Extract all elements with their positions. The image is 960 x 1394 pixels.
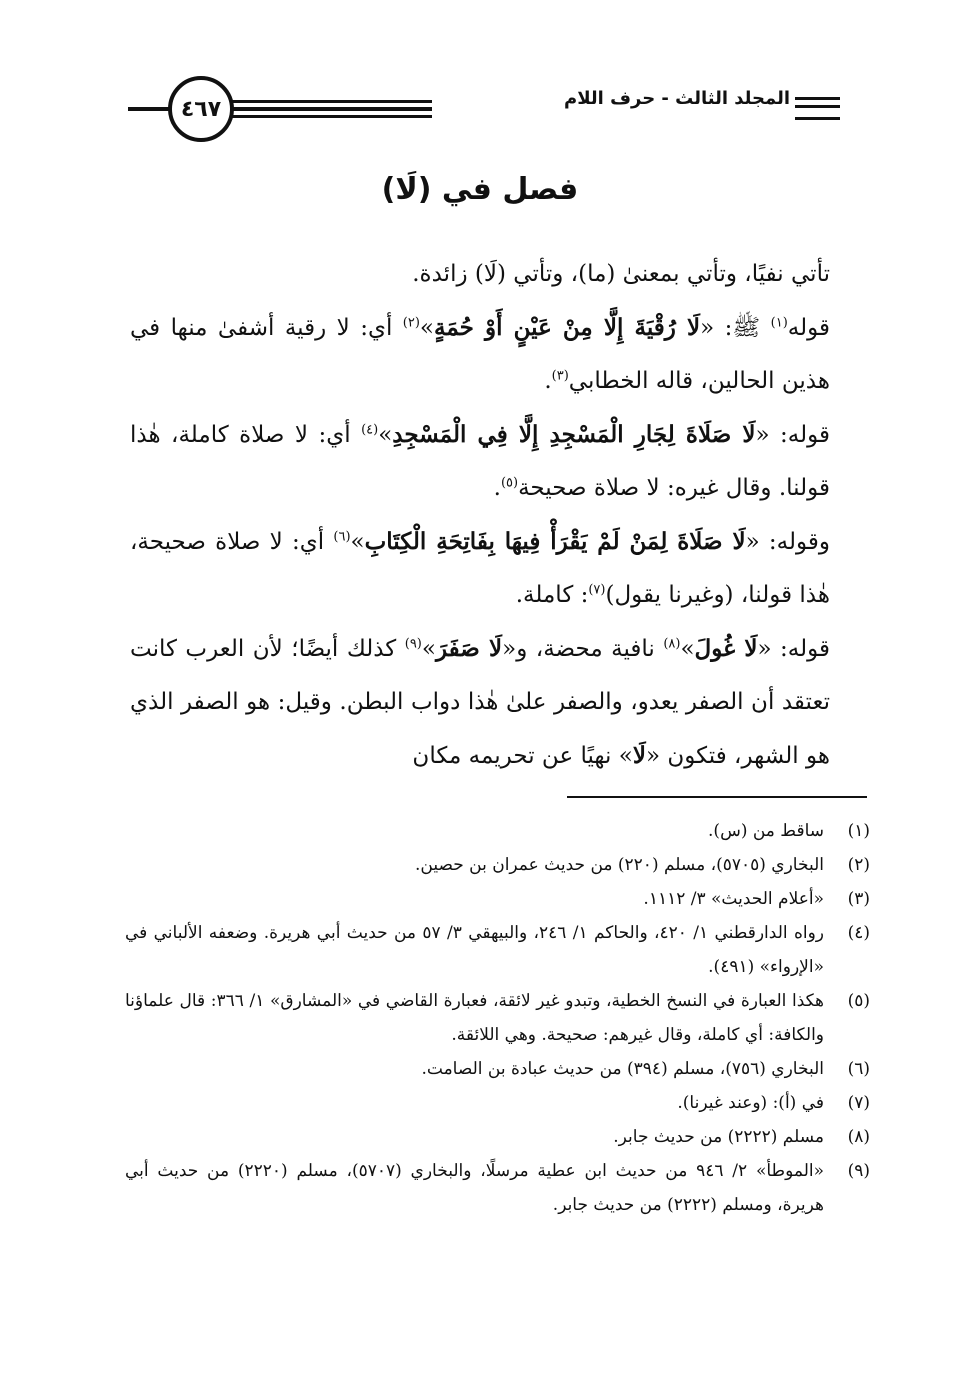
paragraph: [130, 301, 830, 408]
paragraph: [130, 515, 830, 622]
header-rule: [795, 105, 840, 108]
footnote-ref: (٤): [361, 422, 379, 438]
footnote-text: «أعلام الحديث» ٣/ ١١١٢.: [643, 889, 824, 909]
footnote: [125, 1052, 870, 1086]
text-run: .: [493, 475, 501, 501]
footnote-ref: (٣): [551, 368, 569, 384]
paragraph: تأتي نفيًا، وتأتي بمعنىٰ (ما)، وتأتي (لَا) زائدة.: [412, 261, 830, 287]
text-run: أي: لا صلاة كاملة، هٰذا قولنا. وقال غيره: لا صلاة صحيحة: [130, 422, 830, 501]
footnote: [125, 984, 870, 1052]
footnote-text: هكذا العبارة في النسخ الخطية، وتبدو غير لائقة، فعبارة القاضي في «المشارق» ١/ ٣٦٦: قال علماؤنا والكافة: أي كاملة، وقال غيرهم: صحيحة. وهي اللائقة.: [125, 991, 825, 1045]
footnote: [125, 882, 870, 916]
footnote-text: رواه الدارقطني ١/ ٤٢٠، والحاكم ١/ ٢٤٦، والبيهقي ٣/ ٥٧ من حديث أبي هريرة. وضعفه الألباني في «الإرواء» (٤٩١).: [125, 923, 824, 977]
footnote: [125, 1154, 870, 1222]
footnote-number: (١): [847, 821, 870, 841]
footnote-ref: (٦): [333, 529, 351, 545]
text-run: .: [544, 368, 552, 394]
running-header: [120, 70, 880, 146]
footnotes: [125, 814, 870, 1222]
footnote-number: (٩): [847, 1161, 870, 1181]
text-run: »: [350, 529, 365, 555]
footnote-text: في (أ): (وعند غيرنا).: [677, 1093, 824, 1113]
text-run: قوله: «: [755, 422, 830, 448]
header-rule: [232, 115, 432, 118]
footnote-ref: (٨): [663, 636, 681, 652]
header-rule: [232, 107, 432, 111]
text-run: نافية محضة، و«: [502, 636, 664, 662]
footnote-number: (٥): [847, 991, 870, 1011]
footnote-number: (٣): [847, 889, 870, 909]
page-number: ٤٦٧: [168, 76, 234, 142]
footnote: [125, 916, 870, 984]
footnote-number: (٦): [847, 1059, 870, 1079]
footnote-text: البخاري (٧٥٦)، مسلم (٣٩٤) من حديث عبادة بن الصامت.: [421, 1059, 824, 1079]
text-run: »: [421, 636, 436, 662]
paragraph: [130, 622, 830, 783]
footnote-ref: (٧): [588, 582, 606, 598]
footnote-number: (٢): [847, 855, 870, 875]
text-run: »: [378, 422, 393, 448]
footnote-number: (٤): [847, 923, 870, 943]
footnote-text: مسلم (٢٢٢٢) من حديث جابر.: [613, 1127, 824, 1147]
text-run: وقوله: «: [745, 529, 830, 555]
footnote-number: (٧): [847, 1093, 870, 1113]
running-title: المجلد الثالث - حرف اللام: [564, 88, 790, 109]
header-rule: [795, 97, 840, 100]
footnote-ref: (١): [770, 315, 788, 331]
footnote: [125, 1086, 870, 1120]
hadith-quote: لَا غُولَ: [694, 635, 758, 662]
text-run: » نهيًا عن تحريمه مكان: [412, 743, 633, 769]
footnote-ref: (٢): [402, 315, 420, 331]
paragraph: [130, 408, 830, 515]
hadith-quote: لَا صَلَاةَ لِمَنْ لَمْ يَقْرَأْ فِيهَا بِفَاتِحَةِ الْكِتَابِ: [364, 528, 746, 555]
footnote-text: ساقط من (س).: [708, 821, 824, 841]
header-rule: [795, 117, 840, 120]
hadith-quote: لَا رُقْيَةَ إِلَّا مِنْ عَيْنٍ أَوْ حُمَةٍ: [434, 314, 701, 341]
text-run: : كاملة.: [515, 582, 589, 608]
footnote-ref: (٩): [404, 636, 422, 652]
text-run: أي: لا صلاة صحيحة، هٰذا قولنا، (وغيرنا يقول): [130, 529, 830, 608]
text-run: »: [419, 315, 434, 341]
body-text: [130, 248, 830, 783]
header-rule: [232, 100, 432, 103]
section-title: فصل في (لَا): [381, 172, 579, 207]
text-run: أي: لا رقية أشفىٰ منها في هذين الحالين، قاله الخطابي: [130, 315, 830, 394]
text-run: كذلك أيضًا؛ لأن العرب كانت تعتقد أن الصفر يعدو، والصفر علىٰ هٰذا دواب البطن. وقيل: هو الصفر الذي هو الشهر، فتكون «: [130, 636, 830, 769]
footnote-separator: [567, 796, 867, 798]
footnote-number: (٨): [847, 1127, 870, 1147]
footnote: [125, 1120, 870, 1154]
hadith-quote: لَا: [632, 742, 646, 769]
footnote-text: «الموطأ» ٢/ ٩٤٦ من حديث ابن عطية مرسلًا، والبخاري (٥٧٠٧)، مسلم (٢٢٢٠) من حديث أبي هريرة، ومسلم (٢٢٢٢) من حديث جابر.: [125, 1161, 824, 1215]
text-run: قوله: «: [757, 636, 831, 662]
text-run: »: [680, 636, 695, 662]
hadith-quote: لَا صَفَرَ: [435, 635, 503, 662]
hadith-quote: لَا صَلَاةَ لِجَارِ الْمَسْجِدِ إِلَّا فِي الْمَسْجِدِ: [392, 421, 756, 448]
footnote-text: البخاري (٥٧٠٥)، مسلم (٢٢٠) من حديث عمران بن حصين.: [415, 855, 824, 875]
text-run: قوله: [787, 315, 830, 341]
footnote-ref: (٥): [500, 475, 519, 491]
footnote: [125, 848, 870, 882]
footnote: [125, 814, 870, 848]
text-run: ﷺ: «: [700, 315, 771, 341]
